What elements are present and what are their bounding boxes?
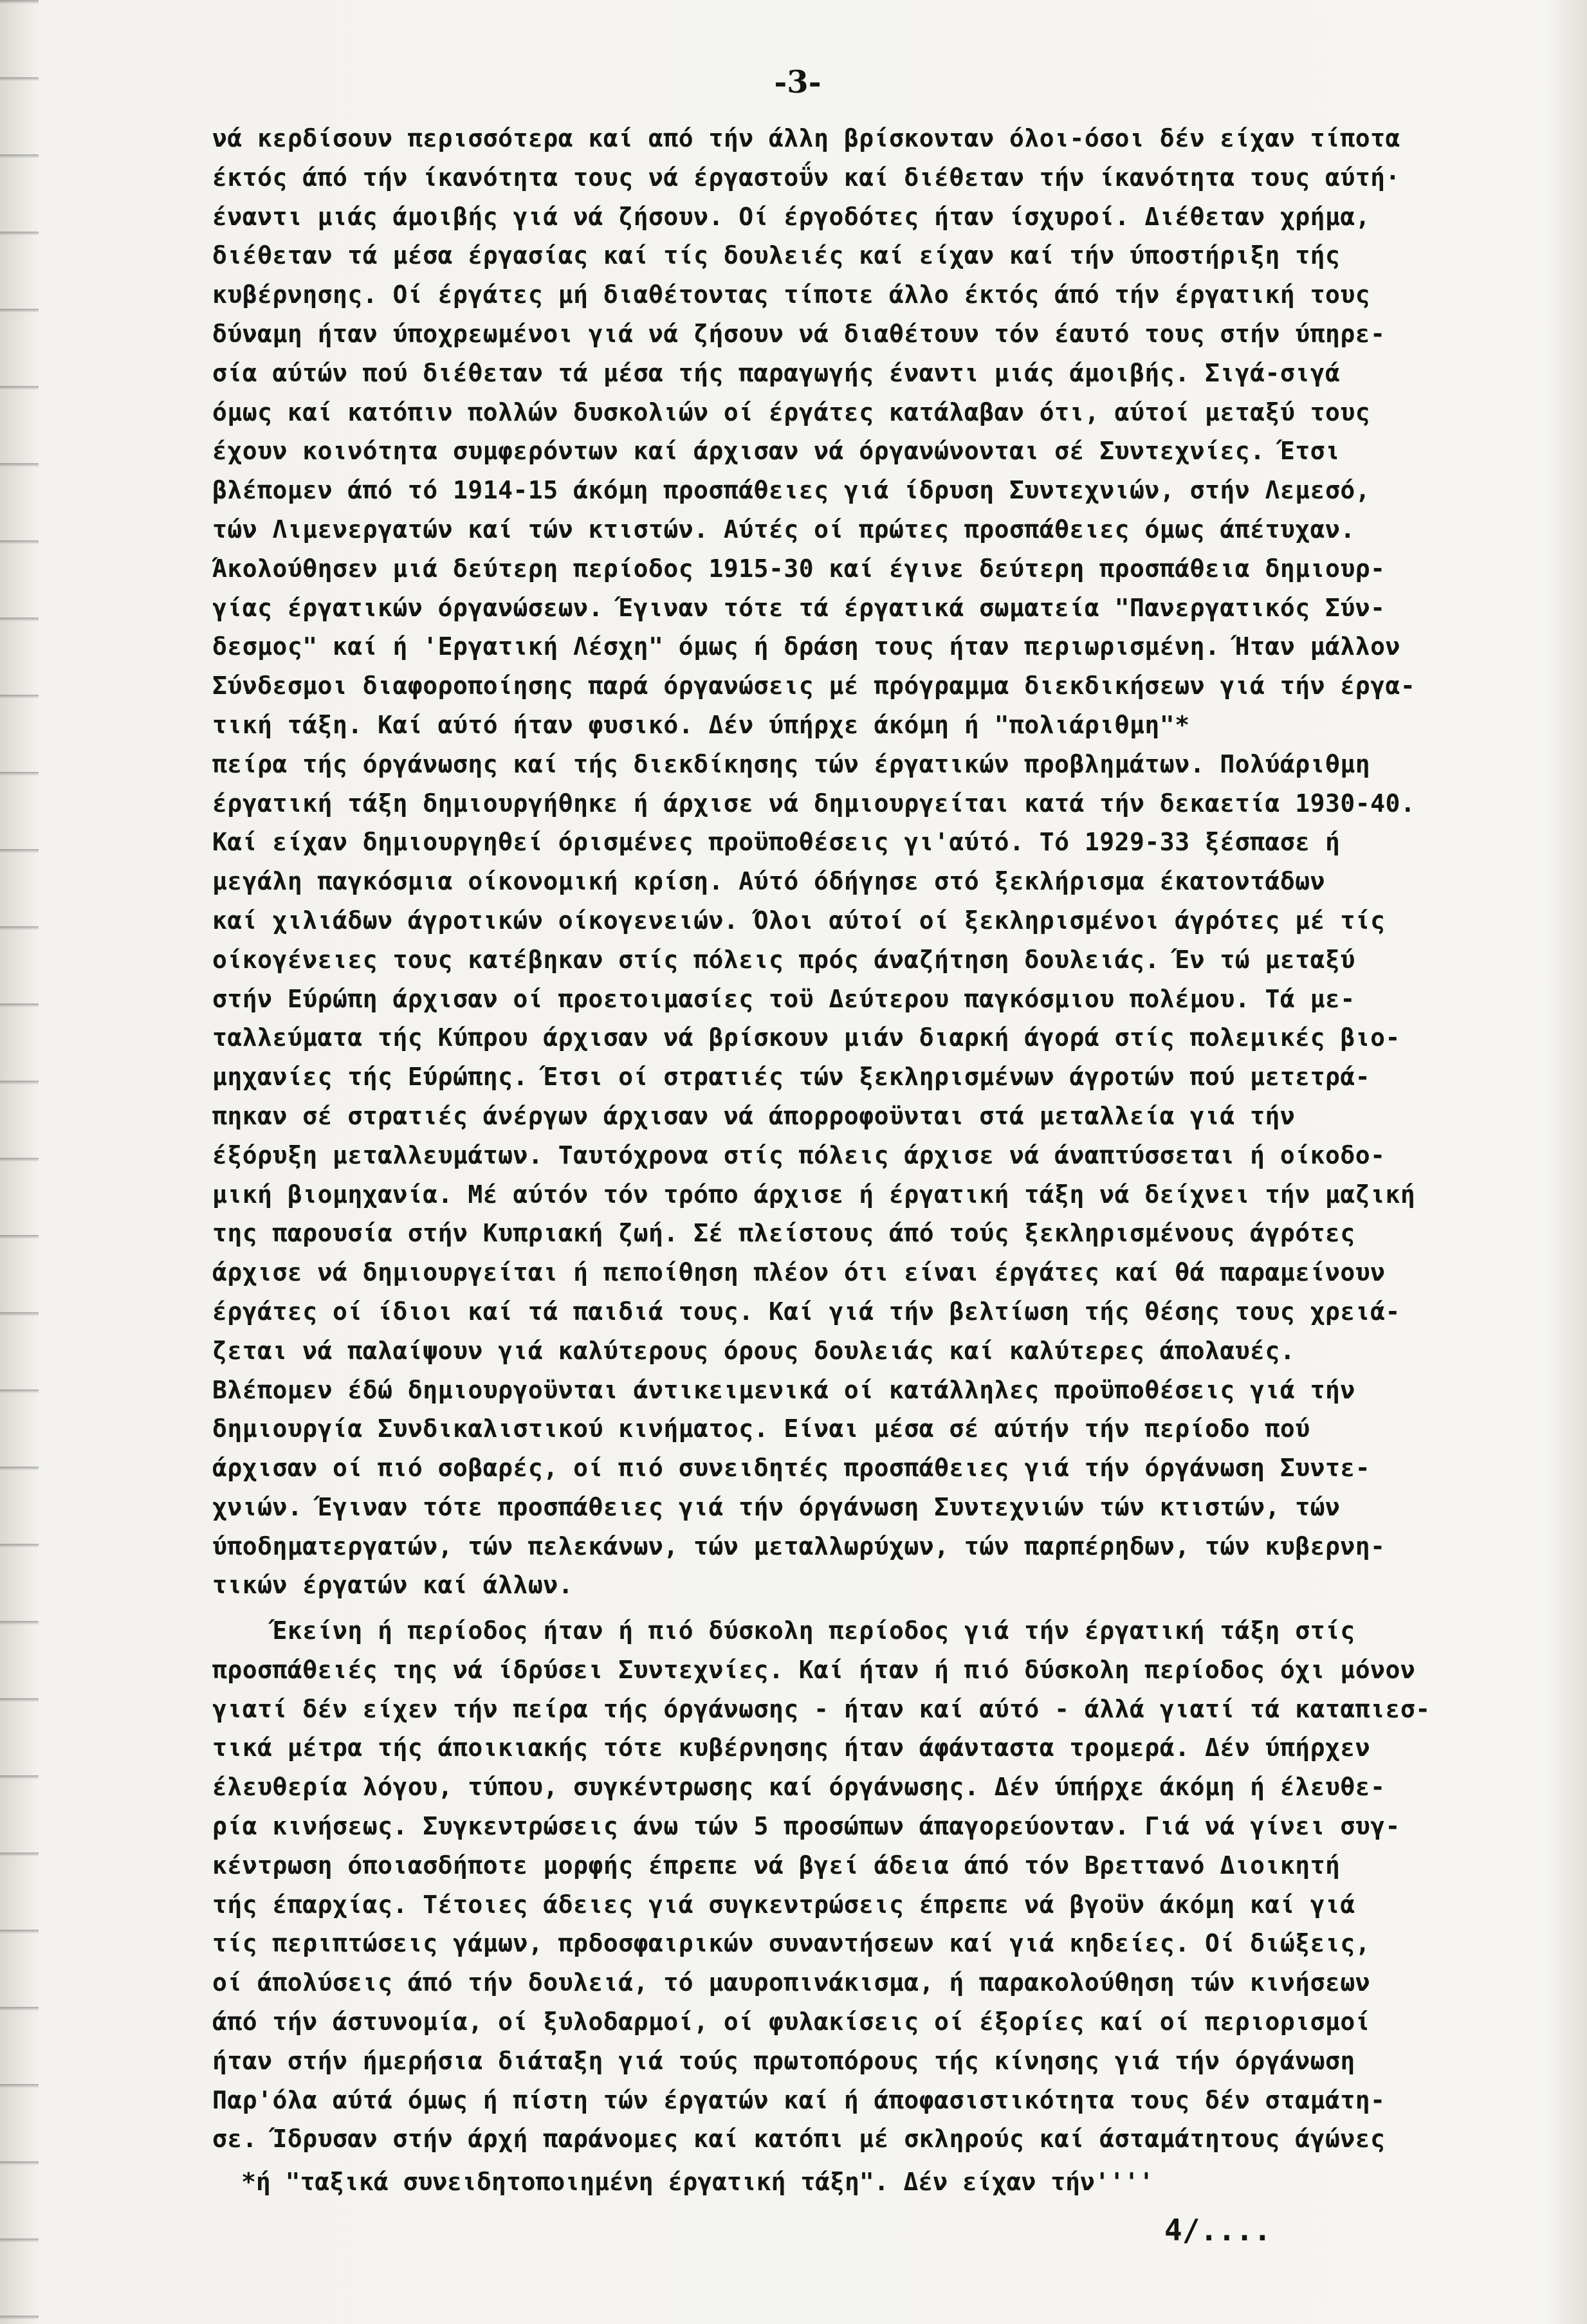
text-line: Έκείνη ή περίοδος ήταν ή πιό δύσκολη περίοδος γιά τήν έργατική τάξη στίς xyxy=(212,1616,1355,1645)
text-line: σία αύτών πού διέθεταν τά μέσα τής παραγωγής έναντι μιάς άμοιβής. Σιγά-σιγά xyxy=(212,358,1341,387)
text-line: Βλέπομεν έδώ δημιουργοϋνται άντικειμενικά οί κατάλληλες προϋποθέσεις γιά τήν xyxy=(212,1375,1355,1404)
text-line: νά κερδίσουν περισσότερα καί από τήν άλλη βρίσκονταν όλοι-όσοι δέν είχαν τίποτα xyxy=(212,124,1400,152)
paragraph-2 xyxy=(212,1611,1518,2159)
text-line: σε. Ίδρυσαν στήν άρχή παράνομες καί κατόπι μέ σκληρούς καί άσταμάτητους άγώνες xyxy=(212,2125,1386,2154)
text-line: τής έπαρχίας. Τέτοιες άδειες γιά συγκεντρώσεις έπρεπε νά βγοϋν άκόμη καί γιά xyxy=(212,1890,1355,1919)
text-line: τικών έργατών καί άλλων. xyxy=(212,1571,574,1600)
text-line: τική τάξη. Καί αύτό ήταν φυσικό. Δέν ύπήρχε άκόμη ή "πολιάριθμη"* xyxy=(212,710,1190,739)
text-line: κυβέρνησης. Οί έργάτες μή διαθέτοντας τίποτε άλλο έκτός άπό τήν έργατική τους xyxy=(212,280,1371,309)
text-line: πείρα τής όργάνωσης καί τής διεκδίκησης τών έργατικών προβλημάτων. Πολύάριθμη xyxy=(212,749,1371,778)
text-line: άπό τήν άστυνομία, οί ξυλοδαρμοί, οί φυλακίσεις οί έξορίες καί οί περιορισμοί xyxy=(212,2007,1371,2036)
text-line: χνιών. Έγιναν τότε προσπάθειες γιά τήν όργάνωση Συντεχνιών τών κτιστών, τών xyxy=(212,1492,1341,1521)
text-line: μική βιομηχανία. Μέ αύτόν τόν τρόπο άρχισε ή έργατική τάξη νά δείχνει τήν μαζική xyxy=(212,1180,1416,1209)
text-line: Καί είχαν δημιουργηθεί όρισμένες προϋποθέσεις γι'αύτό. Τό 1929-33 ξέσπασε ή xyxy=(212,828,1341,857)
text-line: της παρουσία στήν Κυπριακή ζωή. Σέ πλείστους άπό τούς ξεκληρισμένους άγρότες xyxy=(212,1219,1355,1248)
text-line: πηκαν σέ στρατιές άνέργων άρχισαν νά άπορροφοϋνται στά μεταλλεία γιά τήν xyxy=(212,1101,1296,1130)
text-line: έργάτες οί ίδιοι καί τά παιδιά τους. Καί γιά τήν βελτίωση τής θέσης τους χρειά- xyxy=(212,1297,1400,1326)
text-line: ήταν στήν ήμερήσια διάταξη γιά τούς πρωτοπόρους τής κίνησης γιά τήν όργάνωση xyxy=(212,2046,1355,2075)
text-line: γιατί δέν είχεν τήν πείρα τής όργάνωσης - ήταν καί αύτό - άλλά γιατί τά καταπιεσ- xyxy=(212,1694,1431,1723)
text-line: έλευθερία λόγου, τύπου, συγκέντρωσης καί όργάνωσης. Δέν ύπήρχε άκόμη ή έλευθε- xyxy=(212,1773,1386,1802)
text-line: διέθεταν τά μέσα έργασίας καί τίς δουλειές καί είχαν καί τήν ύποστήριξη τής xyxy=(212,241,1341,270)
text-line: κέντρωση όποιασδήποτε μορφής έπρεπε νά βγεί άδεια άπό τόν Βρεττανό Διοικητή xyxy=(212,1851,1341,1880)
text-line: οίκογένειες τους κατέβηκαν στίς πόλεις πρός άναζήτηση δουλειάς. Έν τώ μεταξύ xyxy=(212,945,1355,974)
text-line: έκτός άπό τήν ίκανότητα τους νά έργαστοΰν καί διέθεταν τήν ίκανότητα τους αύτή· xyxy=(212,163,1400,192)
text-line: ρία κινήσεως. Συγκεντρώσεις άνω τών 5 προσώπων άπαγορεύονταν. Γιά νά γίνει συγ- xyxy=(212,1811,1400,1840)
text-line: μηχανίες τής Εύρώπης. Έτσι οί στρατιές τών ξεκληρισμένων άγροτών πού μετετρά- xyxy=(212,1063,1371,1092)
text-line: βλέπομεν άπό τό 1914-15 άκόμη προσπάθειες γιά ίδρυση Συντεχνιών, στήν Λεμεσό, xyxy=(212,476,1371,505)
text-line: Άκολούθησεν μιά δεύτερη περίοδος 1915-30 καί έγινε δεύτερη προσπάθεια δημιουρ- xyxy=(212,554,1386,583)
text-line: άρχισε νά δημιουργείται ή πεποίθηση πλέον ότι είναι έργάτες καί θά παραμείνουν xyxy=(212,1258,1386,1287)
text-line: γίας έργατικών όργανώσεων. Έγιναν τότε τά έργατικά σωματεία "Πανεργατικός Σύν- xyxy=(212,593,1386,622)
text-line: δύναμη ήταν ύποχρεωμένοι γιά νά ζήσουν νά διαθέτουν τόν έαυτό τους στήν ύπηρε- xyxy=(212,319,1386,348)
text-line: έχουν κοινότητα συμφερόντων καί άρχισαν νά όργανώνονται σέ Συντεχνίες. Έτσι xyxy=(212,437,1341,466)
text-line: δεσμος" καί ή 'Εργατική Λέσχη" όμως ή δράση τους ήταν περιωρισμένη. Ήταν μάλλον xyxy=(212,632,1400,661)
text-line: προσπάθειές της νά ίδρύσει Συντεχνίες. Καί ήταν ή πιό δύσκολη περίοδος όχι μόνον xyxy=(212,1655,1416,1684)
text-line: ύποδηματεργατών, τών πελεκάνων, τών μεταλλωρύχων, τών παρπέρηδων, τών κυβερνη- xyxy=(212,1532,1386,1560)
text-line: Παρ'όλα αύτά όμως ή πίστη τών έργατών καί ή άποφασιστικότητα τους δέν σταμάτη- xyxy=(212,2085,1386,2114)
text-line: τικά μέτρα τής άποικιακής τότε κυβέρνησης ήταν άφάνταστα τρομερά. Δέν ύπήρχεν xyxy=(212,1734,1371,1762)
scan-edge-noise xyxy=(0,0,39,2324)
text-line: έναντι μιάς άμοιβής γιά νά ζήσουν. Οί έργοδότες ήταν ίσχυροί. Διέθεταν χρήμα, xyxy=(212,202,1371,231)
text-line: άρχισαν οί πιό σοβαρές, οί πιό συνειδητές προσπάθειες γιά τήν όργάνωση Συντε- xyxy=(212,1454,1371,1483)
continuation-marker: 4/.... xyxy=(1164,2213,1272,2247)
text-line: δημιουργία Συνδικαλιστικού κινήματος. Είναι μέσα σέ αύτήν τήν περίοδο πού xyxy=(212,1414,1310,1443)
text-line: στήν Εύρώπη άρχισαν οί προετοιμασίες τοϋ Δεύτερου παγκόσμιου πολέμου. Τά με- xyxy=(212,984,1355,1013)
text-line: ζεται νά παλαίψουν γιά καλύτερους όρους δουλειάς καί καλύτερες άπολαυές. xyxy=(212,1336,1296,1365)
text-line: έξόρυξη μεταλλευμάτων. Ταυτόχρονα στίς πόλεις άρχισε νά άναπτύσσεται ή οίκοδο- xyxy=(212,1140,1386,1169)
text-line: έργατική τάξη δημιουργήθηκε ή άρχισε νά δημιουργείται κατά τήν δεκαετία 1930-40. xyxy=(212,789,1416,818)
text-line: μεγάλη παγκόσμια οίκονομική κρίση. Αύτό όδήγησε στό ξεκλήρισμα έκατοντάδων xyxy=(212,867,1325,896)
text-line: Σύνδεσμοι διαφοροποίησης παρά όργανώσεις μέ πρόγραμμα διεκδικήσεων γιά τήν έργα- xyxy=(212,672,1416,700)
text-line: καί χιλιάδων άγροτικών οίκογενειών. Όλοι αύτοί οί ξεκληρισμένοι άγρότες μέ τίς xyxy=(212,906,1386,935)
text-line: όμως καί κατόπιν πολλών δυσκολιών οί έργάτες κατάλαβαν ότι, αύτοί μεταξύ τους xyxy=(212,398,1371,426)
text-line: ταλλεύματα τής Κύπρου άρχισαν νά βρίσκουν μιάν διαρκή άγορά στίς πολεμικές βιο- xyxy=(212,1023,1400,1052)
text-line: οί άπολύσεις άπό τήν δουλειά, τό μαυροπινάκισμα, ή παρακολούθηση τών κινήσεων xyxy=(212,1968,1371,1997)
text-line: τίς περιπτώσεις γάμων, πρδοσφαιρικών συναντήσεων καί γιά κηδείες. Οί διώξεις, xyxy=(212,1929,1371,1958)
text-line: τών Λιμενεργατών καί τών κτιστών. Αύτές οί πρώτες προσπάθειες όμως άπέτυχαν. xyxy=(212,515,1355,544)
paragraph-1 xyxy=(212,119,1518,1605)
page-number: -3- xyxy=(774,64,821,100)
footnote: *ή "ταξικά συνειδητοποιημένη έργατική τάξη". Δέν είχαν τήν'''' xyxy=(241,2168,1154,2196)
